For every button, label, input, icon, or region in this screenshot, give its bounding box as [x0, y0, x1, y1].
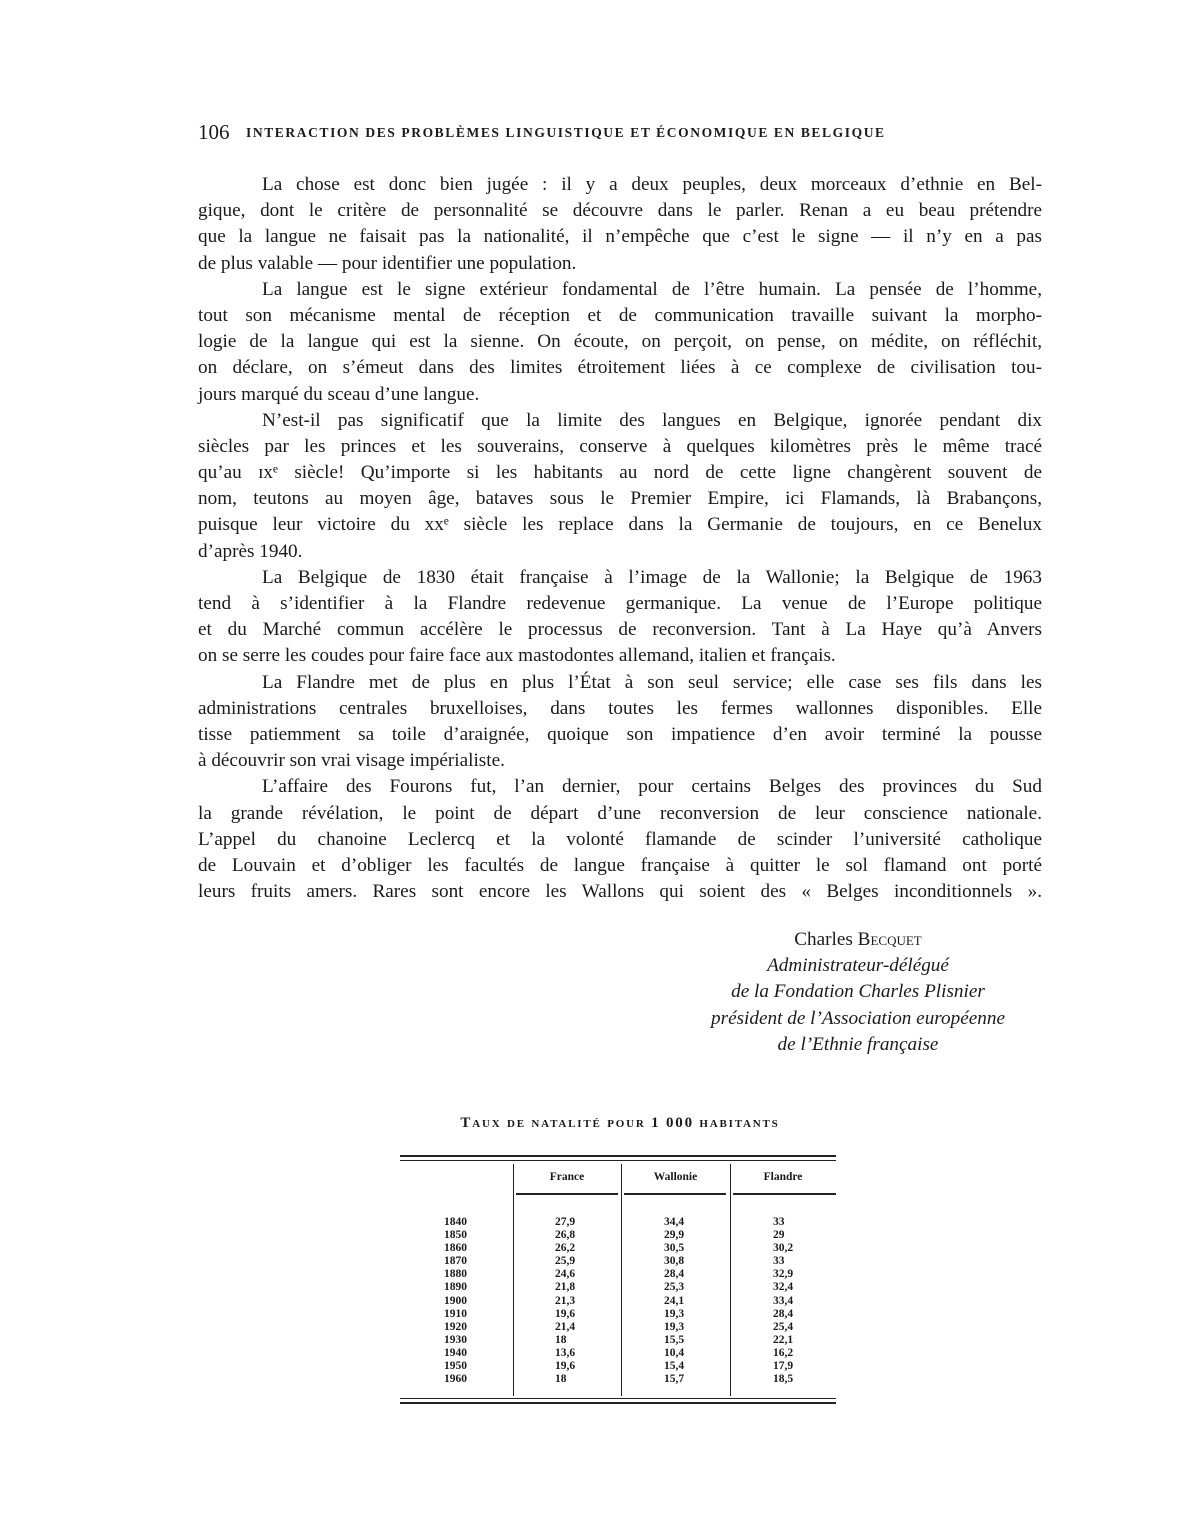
years-cell: 1860	[444, 1242, 467, 1255]
wallonie-cell: 25,3	[664, 1281, 685, 1294]
wallonie-cell: 30,5	[664, 1242, 685, 1255]
wallonie-cell: 10,4	[664, 1346, 685, 1359]
france-cell: 13,6	[555, 1346, 576, 1359]
flandre-cell: 29	[773, 1229, 785, 1242]
years-cell: 1920	[444, 1320, 467, 1333]
running-title: INTERACTION DES PROBLÈMES LINGUISTIQUE ET ÉCONOMIQUE EN BELGIQUE	[246, 125, 886, 140]
years-cell: 1900	[444, 1294, 467, 1307]
page-number: 106	[198, 120, 230, 144]
wallonie-cell: 15,5	[664, 1333, 685, 1346]
text-line: la grande révélation, le point de départ d’une reconversion de leur conscience nationale.	[198, 802, 1042, 824]
text-line: de plus valable — pour identifier une population.	[198, 252, 577, 274]
header-rule	[516, 1193, 618, 1195]
text-line: leurs fruits amers. Rares sont encore les Wallons qui soient des « Belges inconditionnels ».	[198, 881, 1042, 903]
table-top-rule	[400, 1155, 836, 1157]
column-divider	[730, 1164, 731, 1396]
author-first-name: Charles	[794, 929, 853, 950]
author-title: de l’Ethnie française	[777, 1033, 939, 1055]
column-divider	[621, 1164, 622, 1396]
text-line: on se serre les coudes pour faire face aux mastodontes allemand, italien et français.	[198, 645, 836, 667]
text-line: que la langue ne faisait pas la nationalité, il n’empêche que c’est le signe — il n’y en a pas	[198, 226, 1042, 248]
france-cell: 21,3	[555, 1294, 576, 1307]
flandre-cell: 33	[773, 1255, 785, 1268]
column-header-flandre: Flandre	[763, 1171, 803, 1183]
text-line: La Flandre met de plus en plus l’État à son seul service; elle case ses fils dans les	[262, 671, 1042, 693]
years-cell: 1960	[444, 1373, 467, 1386]
wallonie-cell: 29,9	[664, 1229, 685, 1242]
header-rule	[624, 1193, 726, 1195]
author-title: Administrateur-délégué	[767, 955, 949, 977]
column-header-france: France	[549, 1171, 585, 1183]
years-cell: 1940	[444, 1346, 467, 1359]
flandre-cell: 18,5	[773, 1373, 794, 1386]
france-cell: 27,9	[555, 1216, 576, 1228]
france-column	[555, 1216, 575, 1386]
author-name	[660, 927, 1056, 953]
years-cell: 1880	[444, 1268, 467, 1281]
france-cell: 19,6	[555, 1360, 576, 1373]
text-line: administrations centrales bruxelloises, dans toutes les fermes wallonnes disponibles. Elle	[198, 697, 1042, 719]
text-line: à découvrir son vrai visage impérialiste.	[198, 750, 505, 772]
flandre-cell: 32,4	[773, 1281, 794, 1294]
flandre-cell: 17,9	[773, 1360, 794, 1373]
wallonie-column	[664, 1216, 684, 1386]
text-line: La chose est donc bien jugée : il y a deux peuples, deux morceaux d’ethnie en Bel-	[262, 174, 1042, 195]
france-cell: 26,8	[555, 1229, 576, 1242]
table-bottom-rule	[400, 1398, 836, 1399]
france-cell: 21,4	[555, 1320, 576, 1333]
text-line: L’affaire des Fourons fut, l’an dernier, pour certains Belges des provinces du Sud	[262, 776, 1042, 798]
france-cell: 18	[555, 1373, 567, 1386]
text-line: L’appel du chanoine Leclercq et la volonté flamande de scinder l’université catholique	[198, 828, 1042, 850]
text-line: La Belgique de 1830 était française à l’image de la Wallonie; la Belgique de 1963	[262, 566, 1042, 588]
column-divider	[513, 1164, 514, 1396]
table-title: Taux de natalité pour 1 000 habitants	[460, 1115, 780, 1131]
years-cell: 1910	[444, 1307, 467, 1320]
text-line: tisse patiemment sa toile d’araignée, quoique son impatience d’en avoir terminé la pousse	[198, 723, 1042, 745]
column-header-wallonie: Wallonie	[653, 1171, 698, 1183]
text-line: tend à s’identifier à la Flandre redevenue germanique. La venue de l’Europe politique	[198, 593, 1042, 614]
author-last-name: Becquet	[857, 929, 922, 950]
author-title: président de l’Association européenne	[711, 1007, 1005, 1029]
years-cell: 1870	[444, 1255, 467, 1268]
france-cell: 19,6	[555, 1307, 576, 1320]
text-line: jours marqué du sceau d’une langue.	[198, 383, 480, 405]
wallonie-cell: 15,4	[664, 1360, 685, 1373]
text-line: tout son mécanisme mental de réception et de communication travaille suivant la morpho-	[198, 304, 1042, 326]
flandre-cell: 30,2	[773, 1242, 794, 1255]
text-line: gique, dont le critère de personnalité se découvre dans le parler. Renan a eu beau prétendre	[198, 200, 1042, 222]
flandre-cell: 28,4	[773, 1307, 794, 1320]
france-cell: 21,8	[555, 1281, 576, 1294]
flandre-cell: 25,4	[773, 1320, 794, 1333]
wallonie-cell: 19,3	[664, 1320, 685, 1333]
text-line: on déclare, on s’émeut dans des limites étroitement liées à ce complexe de civilisation tou-	[198, 357, 1042, 379]
text-line: puisque leur victoire du xxᵉ siècle les replace dans la Germanie de toujours, en ce Benelux	[198, 514, 1042, 536]
france-cell: 24,6	[555, 1268, 576, 1281]
years-cell: 1890	[444, 1281, 467, 1294]
text-line: et du Marché commun accélère le processus de reconversion. Tant à La Haye qu’à Anvers	[198, 619, 1042, 641]
france-cell: 25,9	[555, 1255, 576, 1268]
table-top-rule	[400, 1160, 836, 1161]
flandre-cell: 22,1	[773, 1333, 794, 1346]
text-line: nom, teutons au moyen âge, bataves sous le Premier Empire, ici Flamands, là Brabançons,	[198, 488, 1042, 510]
wallonie-cell: 15,7	[664, 1373, 685, 1386]
text-line: La langue est le signe extérieur fondamental de l’être humain. La pensée de l’homme,	[262, 278, 1042, 300]
wallonie-cell: 24,1	[664, 1294, 685, 1307]
header-rule	[733, 1193, 836, 1195]
text-line: d’après 1940.	[198, 540, 303, 562]
wallonie-cell: 28,4	[664, 1268, 685, 1281]
author-title: de la Fondation Charles Plisnier	[731, 981, 985, 1003]
text-line: qu’au ɪxᵉ siècle! Qu’importe si les habitants au nord de cette ligne changèrent souvent de	[198, 462, 1042, 484]
france-cell: 26,2	[555, 1242, 576, 1255]
running-header	[198, 120, 1042, 146]
wallonie-cell: 34,4	[664, 1216, 685, 1228]
wallonie-cell: 30,8	[664, 1255, 685, 1268]
years-cell: 1930	[444, 1333, 467, 1346]
text-line: siècles par les princes et les souverains, conserve à quelques kilomètres près le même tracé	[198, 435, 1042, 457]
france-cell: 18	[555, 1333, 567, 1346]
flandre-cell: 32,9	[773, 1268, 794, 1281]
text-line: N’est-il pas significatif que la limite des langues en Belgique, ignorée pendant dix	[262, 409, 1042, 431]
years-cell: 1950	[444, 1360, 467, 1373]
flandre-cell: 16,2	[773, 1346, 794, 1359]
text-line: logie de la langue qui est la sienne. On écoute, on perçoit, on pense, on médite, on réfléchit,	[198, 331, 1042, 353]
flandre-cell: 33,4	[773, 1294, 794, 1307]
wallonie-cell: 19,3	[664, 1307, 685, 1320]
signature-block	[660, 927, 1056, 1058]
years-cell: 1840	[444, 1216, 467, 1228]
years-cell: 1850	[444, 1229, 467, 1242]
table-bottom-rule	[400, 1402, 836, 1404]
birth-rate-table	[400, 1155, 836, 1405]
flandre-cell: 33	[773, 1216, 785, 1228]
body-text	[198, 172, 1042, 905]
years-column	[444, 1216, 467, 1386]
flandre-column	[773, 1216, 793, 1386]
text-line: de Louvain et d’obliger les facultés de langue française à quitter le sol flamand ont porté	[198, 854, 1042, 876]
